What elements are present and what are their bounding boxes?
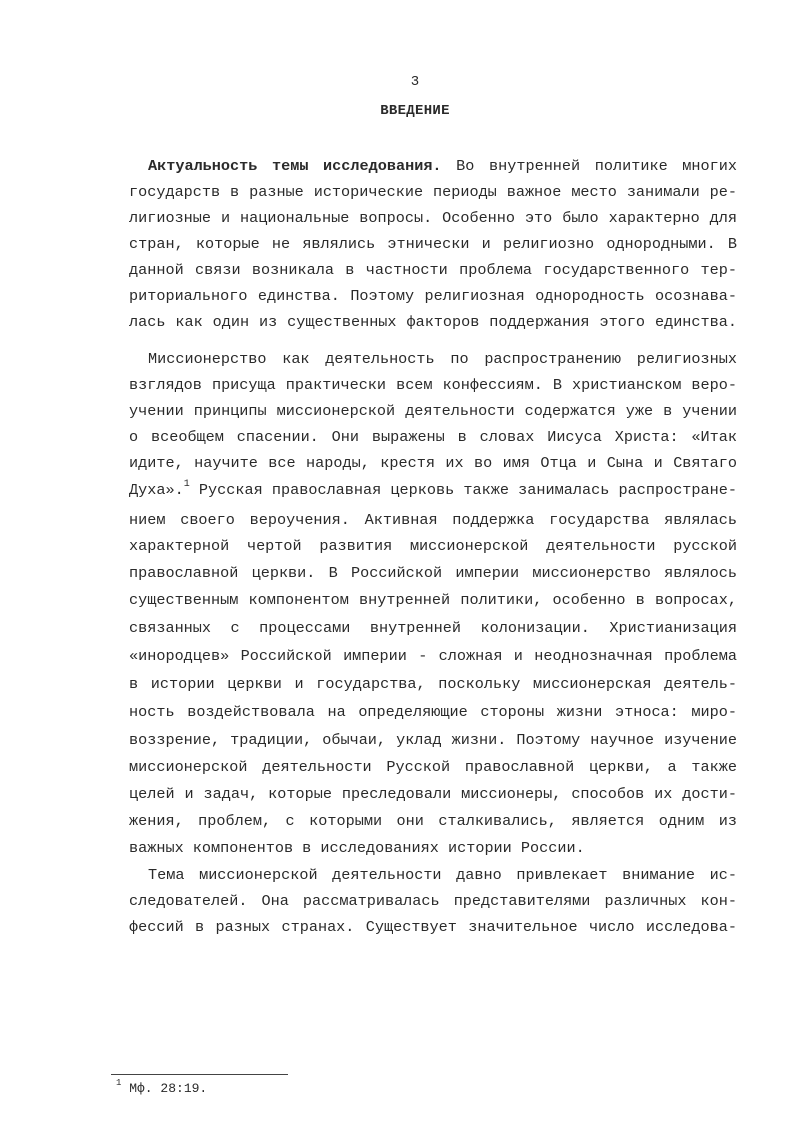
paragraph-lead: Актуальность темы исследования. — [148, 157, 442, 175]
paragraph-1-line-1 — [148, 156, 737, 176]
text-line: в истории церкви и государства, поскольку миссионерская деятель- — [129, 675, 737, 693]
paragraph-2-line-1: Миссионерство как деятельность по распространению религиозных — [148, 350, 737, 368]
text-line: жения, проблем, с которыми они сталкивались, является одним из — [129, 812, 737, 830]
text-line: воззрение, традиции, обычаи, уклад жизни. Поэтому научное изучение — [129, 731, 737, 749]
footnote-reference[interactable]: 1 — [183, 478, 190, 490]
text-line: взглядов присуща практически всем конфессиям. В христианском веро- — [129, 376, 737, 394]
text-fragment: Русская православная церковь также занималась распростране- — [189, 481, 737, 499]
footnote-mark: 1 — [116, 1077, 122, 1088]
paragraph-text: Во внутренней политике многих — [441, 157, 737, 175]
text-line: лигиозные и национальные вопросы. Особенно это было характерно для — [129, 209, 737, 227]
text-line-with-footnote — [129, 480, 737, 500]
text-line: важных компонентов в исследованиях истории России. — [129, 839, 585, 857]
text-line: стран, которые не являлись этнически и религиозно однородными. В — [129, 235, 737, 253]
text-line: существенным компонентом внутренней политики, особенно в вопросах, — [129, 591, 737, 609]
text-line: о всеобщем спасении. Они выражены в словах Иисуса Христа: «Итак — [129, 428, 737, 446]
text-line: характерной чертой развития миссионерской деятельности русской — [129, 537, 737, 555]
text-line: идите, научите все народы, крестя их во имя Отца и Сына и Святаго — [129, 454, 737, 472]
footnote — [116, 1077, 208, 1096]
text-line: связанных с процессами внутренней колонизации. Христианизация — [129, 619, 737, 637]
text-line: нием своего вероучения. Активная поддержка государства являлась — [129, 511, 737, 529]
text-line: государств в разные исторические периоды важное место занимали ре- — [129, 183, 737, 201]
section-heading: ВВЕДЕНИЕ — [380, 103, 450, 119]
text-line: данной связи возникала в частности проблема государственного тер- — [129, 261, 737, 279]
text-line: риториального единства. Поэтому религиозная однородность осознава- — [129, 287, 737, 305]
text-fragment: Духа». — [129, 481, 184, 499]
text-line: миссионерской деятельности Русской православной церкви, а также — [129, 758, 737, 776]
footnote-text: Мф. 28:19. — [121, 1081, 208, 1096]
text-line: лась как один из существенных факторов поддержания этого единства. — [129, 313, 737, 331]
text-line: следователей. Она рассматривалась представителями различных кон- — [129, 892, 737, 910]
paragraph-3-line-1: Тема миссионерской деятельности давно привлекает внимание ис- — [148, 866, 737, 884]
text-line: учении принципы миссионерской деятельности содержатся уже в учении — [129, 402, 737, 420]
text-line: «инородцев» Российской империи - сложная и неоднозначная проблема — [129, 647, 737, 665]
text-line: ность воздействовала на определяющие стороны жизни этноса: миро- — [129, 703, 737, 721]
text-line: православной церкви. В Российской империи миссионерство являлось — [129, 564, 737, 582]
text-line: целей и задач, которые преследовали миссионеры, способов их дости- — [129, 785, 737, 803]
page-number: 3 — [410, 74, 420, 90]
footnote-separator — [111, 1074, 288, 1075]
text-line: фессий в разных странах. Существует значительное число исследова- — [129, 918, 737, 936]
